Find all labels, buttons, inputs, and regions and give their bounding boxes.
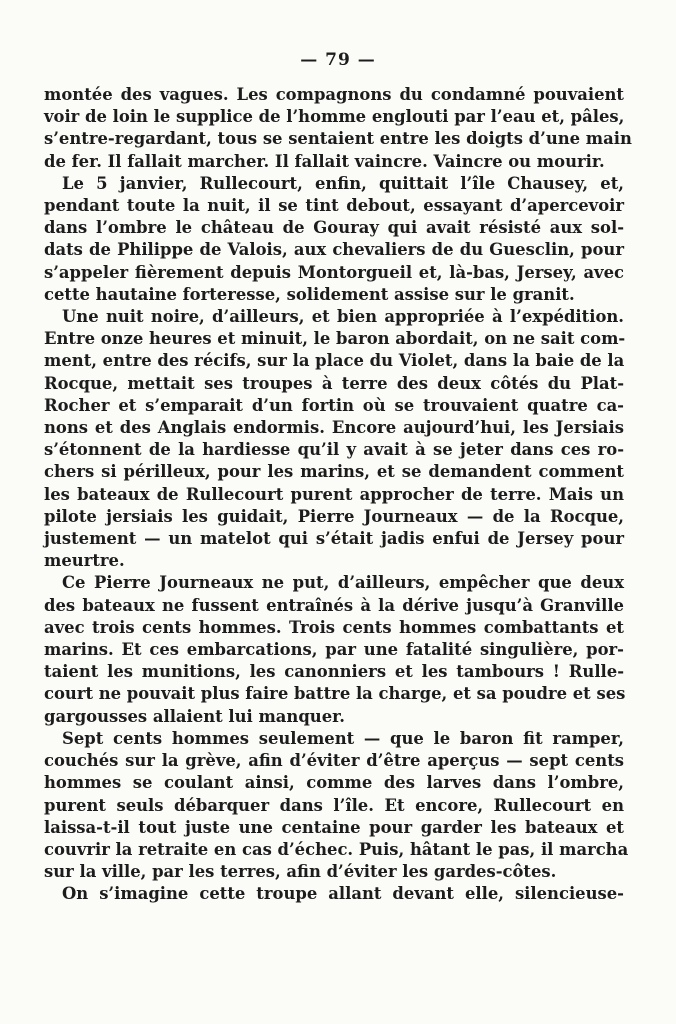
text-line: nons et des Anglais endormis. Encore aujourd’hui, les Jersiais [44, 418, 624, 438]
body-text [44, 84, 632, 906]
text-line: Entre onze heures et minuit, le baron abordait, on ne sait com- [44, 329, 626, 349]
text-line: dans l’ombre le château de Gouray qui avait résisté aux sol- [44, 218, 624, 238]
text-line: purent seuls débarquer dans l’île. Et encore, Rullecourt en [44, 795, 624, 815]
text-line: chers si périlleux, pour les marins, et se demandent comment [44, 462, 624, 482]
text-line: On s’imagine cette troupe allant devant elle, silencieuse- [62, 884, 624, 904]
text-line: pilote jersiais les guidait, Pierre Journeaux — de la Rocque, [44, 506, 624, 526]
text-line: les bateaux de Rullecourt purent approcher de terre. Mais un [44, 484, 624, 504]
text-line: hommes se coulant ainsi, comme des larves dans l’ombre, [44, 773, 624, 793]
text-line: avec trois cents hommes. Trois cents hommes combattants et [44, 617, 624, 637]
page-number: — 79 — [300, 50, 376, 70]
text-line: Rocher et s’emparait d’un fortin où se trouvaient quatre ca- [44, 395, 624, 415]
text-line: court ne pouvait plus faire battre la charge, et sa poudre et ses [44, 684, 626, 704]
text-line: dats de Philippe de Valois, aux chevaliers de du Guesclin, pour [44, 240, 624, 260]
text-line: s’appeler fièrement depuis Montorgueil et, là-bas, Jersey, avec [44, 262, 624, 282]
text-line: Une nuit noire, d’ailleurs, et bien appropriée à l’expédition. [62, 307, 624, 327]
text-line: marins. Et ces embarcations, par une fatalité singulière, por- [44, 640, 624, 660]
text-line: couvrir la retraite en cas d’échec. Puis, hâtant le pas, il marcha [44, 839, 629, 859]
text-line: laissa-t-il tout juste une centaine pour garder les bateaux et [44, 817, 624, 837]
text-line: Sept cents hommes seulement — que le baron fit ramper, [62, 728, 624, 748]
text-line: gargousses allaient lui manquer. [44, 706, 345, 726]
text-line: taient les munitions, les canonniers et les tambours ! Rulle- [44, 662, 624, 682]
text-line: cette hautaine forteresse, solidement assise sur le granit. [44, 284, 575, 304]
text-line: des bateaux ne fussent entraînés à la dérive jusqu’à Granville [44, 595, 624, 615]
text-line: Ce Pierre Journeaux ne put, d’ailleurs, empêcher que deux [62, 573, 624, 593]
text-line: Rocque, mettait ses troupes à terre des deux côtés du Plat- [44, 373, 624, 393]
text-line: ment, entre des récifs, sur la place du Violet, dans la baie de la [44, 351, 625, 371]
text-line: de fer. Il fallait marcher. Il fallait vaincre. Vaincre ou mourir. [44, 151, 605, 171]
text-line: s’étonnent de la hardiesse qu’il y avait à se jeter dans ces ro- [44, 440, 624, 460]
text-line: Le 5 janvier, Rullecourt, enfin, quittait l’île Chausey, et, [62, 173, 624, 193]
text-line: meurtre. [44, 551, 125, 571]
text-line: couchés sur la grève, afin d’éviter d’être aperçus — sept cents [44, 751, 624, 771]
text-line: sur la ville, par les terres, afin d’éviter les gardes-côtes. [44, 862, 557, 882]
text-line: voir de loin le supplice de l’homme englouti par l’eau et, pâles, [44, 107, 625, 127]
text-line: justement — un matelot qui s’était jadis enfui de Jersey pour [44, 529, 624, 549]
text-line: montée des vagues. Les compagnons du condamné pouvaient [44, 85, 624, 104]
text-line: s’entre-regardant, tous se sentaient entre les doigts d’une main [44, 129, 632, 149]
text-line: pendant toute la nuit, il se tint debout, essayant d’apercevoir [44, 196, 624, 216]
